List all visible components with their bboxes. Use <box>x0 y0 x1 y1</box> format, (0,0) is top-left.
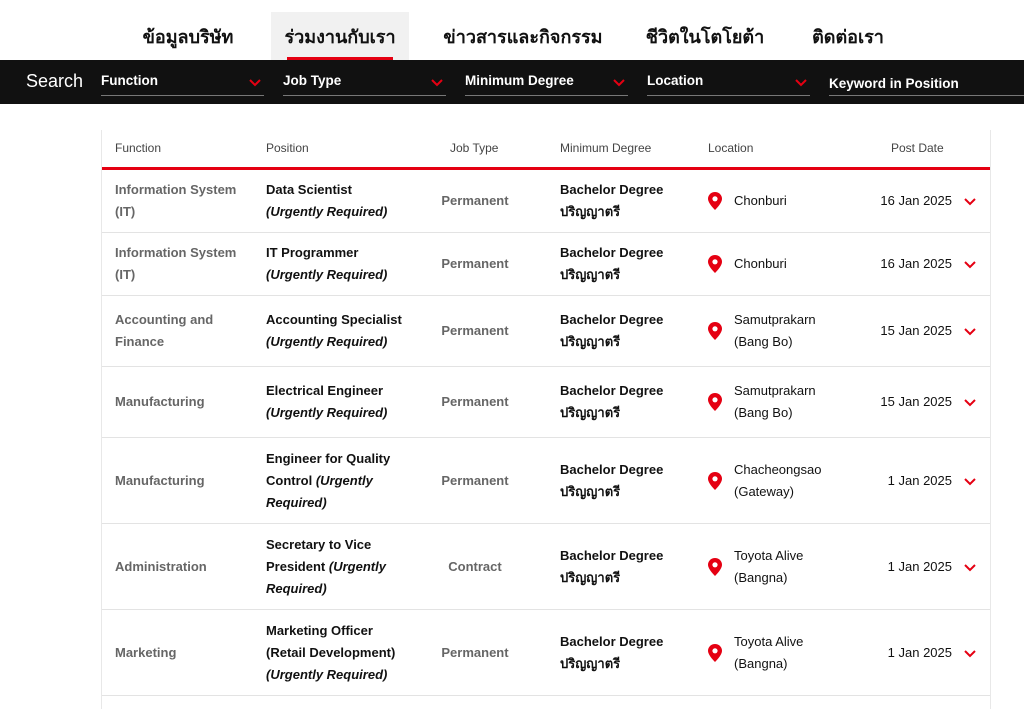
nav-tab-news-events[interactable]: ข่าวสารและกิจกรรม <box>443 26 603 48</box>
row-degree-en: Bachelor Degree <box>560 383 664 398</box>
row-degree-th: ปริญญาตรี <box>560 483 621 499</box>
keyword-search-input[interactable] <box>829 72 1024 96</box>
search-label: Search <box>26 71 84 91</box>
row-position <box>266 242 416 286</box>
row-location-text: Chacheongsao (Gateway) <box>734 461 822 499</box>
row-degree-th: ปริญญาตรี <box>560 334 621 349</box>
nav-tab-life-at-toyota[interactable]: ชีวิตในโตโยต้า <box>645 26 765 48</box>
row-urgent-note: (Urgently Required) <box>266 334 388 349</box>
row-function: Information System (IT) <box>115 245 237 282</box>
row-job-type: Contract <box>448 558 502 574</box>
row-degree <box>560 179 690 223</box>
row-degree-en: Bachelor Degree <box>560 245 664 260</box>
location-pin-icon <box>708 472 722 490</box>
row-post-date: 1 Jan 2025 <box>887 472 952 488</box>
nav-tab-contact[interactable]: ติดต่อเรา <box>812 26 884 48</box>
row-post-date: 16 Jan 2025 <box>880 193 952 208</box>
row-location-text: Chonburi <box>734 193 787 208</box>
row-function: Accounting and Finance <box>115 312 214 349</box>
row-position <box>266 380 416 424</box>
row-post-date: 15 Jan 2025 <box>880 323 952 338</box>
job-type-filter-dropdown[interactable] <box>283 72 446 96</box>
chevron-down-icon <box>794 75 808 89</box>
chevron-down-icon[interactable] <box>963 646 977 660</box>
chevron-down-icon <box>612 75 626 89</box>
main-nav <box>0 0 1024 60</box>
row-urgent-note: (Urgently Required) <box>266 472 373 510</box>
row-job-type: Permanent <box>441 472 509 488</box>
row-position-title: Engineer for Quality Control <box>266 450 391 488</box>
job-list <box>102 170 990 709</box>
row-post-date: 1 Jan 2025 <box>887 558 952 574</box>
nav-tab-careers[interactable]: ร่วมงานกับเรา <box>271 12 409 60</box>
table-row[interactable] <box>102 524 990 610</box>
header-position: Position <box>266 141 309 155</box>
row-function: Manufacturing <box>115 472 205 488</box>
row-degree-en: Bachelor Degree <box>560 182 664 197</box>
table-row[interactable] <box>102 696 990 709</box>
row-location <box>708 253 858 275</box>
row-location-text: Samutprakarn (Bang Bo) <box>734 312 816 349</box>
row-position-title: Data Scientist <box>266 182 352 197</box>
row-position-title: Accounting Specialist <box>266 312 402 327</box>
row-position <box>266 620 402 686</box>
row-location-text: Samutprakarn (Bang Bo) <box>734 383 816 420</box>
chevron-down-icon <box>430 75 444 89</box>
table-header <box>102 130 990 170</box>
row-position <box>266 309 416 353</box>
header-post-date: Post Date <box>891 141 944 155</box>
table-row[interactable] <box>102 233 990 296</box>
header-location: Location <box>708 141 754 155</box>
row-degree <box>560 459 690 503</box>
row-degree <box>560 309 690 353</box>
function-filter-dropdown[interactable] <box>101 72 264 96</box>
table-row[interactable] <box>102 367 990 438</box>
row-function: Information System (IT) <box>115 182 237 219</box>
row-location <box>708 631 858 675</box>
chevron-down-icon <box>248 75 262 89</box>
location-pin-icon <box>708 192 722 210</box>
header-degree: Minimum Degree <box>560 141 652 155</box>
header-function: Function <box>115 141 162 155</box>
row-position-title: Secretary to Vice President <box>266 536 372 574</box>
row-post-date: 1 Jan 2025 <box>887 644 952 660</box>
location-pin-icon <box>708 393 722 411</box>
table-row[interactable] <box>102 610 990 696</box>
location-pin-icon <box>708 644 722 662</box>
row-degree-en: Bachelor Degree <box>560 633 664 649</box>
row-job-type: Permanent <box>441 256 509 271</box>
row-location-text: Chonburi <box>734 256 787 271</box>
row-degree <box>560 242 690 286</box>
row-degree-th: ปริญญาตรี <box>560 655 621 671</box>
row-urgent-note: (Urgently Required) <box>266 267 388 282</box>
row-urgent-note: (Urgently Required) <box>266 405 388 420</box>
jobs-table <box>101 130 991 709</box>
header-job-type: Job Type <box>450 141 499 155</box>
row-degree-th: ปริญญาตรี <box>560 267 621 282</box>
row-degree-th: ปริญญาตรี <box>560 204 621 219</box>
row-urgent-note: (Urgently Required) <box>266 558 386 596</box>
chevron-down-icon[interactable] <box>963 560 977 574</box>
search-bar <box>0 60 1024 104</box>
row-degree-th: ปริญญาตรี <box>560 405 621 420</box>
row-function: Marketing <box>115 644 177 660</box>
row-degree-th: ปริญญาตรี <box>560 569 621 585</box>
row-location <box>708 309 858 353</box>
row-post-date: 15 Jan 2025 <box>880 394 952 409</box>
row-position <box>266 179 416 223</box>
row-position-title: Marketing Officer (Retail Development) <box>266 622 396 660</box>
chevron-down-icon[interactable] <box>963 395 977 409</box>
location-pin-icon <box>708 255 722 273</box>
chevron-down-icon[interactable] <box>963 194 977 208</box>
chevron-down-icon[interactable] <box>963 474 977 488</box>
row-degree-en: Bachelor Degree <box>560 312 664 327</box>
row-position-title: IT Programmer <box>266 245 359 260</box>
row-post-date: 16 Jan 2025 <box>880 256 952 271</box>
nav-tab-company-info[interactable]: ข้อมูลบริษัท <box>142 26 234 48</box>
degree-filter-label: Minimum Degree <box>465 73 574 88</box>
row-degree-en: Bachelor Degree <box>560 461 664 477</box>
location-filter-dropdown[interactable] <box>647 72 810 96</box>
row-urgent-note: (Urgently Required) <box>266 204 388 219</box>
row-position <box>266 448 416 514</box>
chevron-down-icon[interactable] <box>963 324 977 338</box>
row-degree <box>560 380 690 424</box>
location-filter-label: Location <box>647 73 704 88</box>
row-location <box>708 380 858 424</box>
location-pin-icon <box>708 322 722 340</box>
location-pin-icon <box>708 558 722 576</box>
row-job-type: Permanent <box>441 394 509 409</box>
row-job-type: Permanent <box>441 644 509 660</box>
job-type-filter-label: Job Type <box>283 73 342 88</box>
row-urgent-note: (Urgently Required) <box>266 666 388 682</box>
table-row[interactable] <box>102 296 990 367</box>
row-position-title: Electrical Engineer <box>266 383 384 398</box>
chevron-down-icon[interactable] <box>963 257 977 271</box>
degree-filter-dropdown[interactable] <box>465 72 628 96</box>
row-location-text: Toyota Alive (Bangna) <box>734 547 804 585</box>
row-function: Manufacturing <box>115 394 205 409</box>
row-location <box>708 545 858 589</box>
row-job-type: Permanent <box>441 323 509 338</box>
function-filter-label: Function <box>101 73 158 88</box>
table-row[interactable] <box>102 438 990 524</box>
row-location-text: Toyota Alive (Bangna) <box>734 633 804 671</box>
row-function: Administration <box>115 558 207 574</box>
row-location <box>708 459 858 503</box>
row-degree-en: Bachelor Degree <box>560 547 664 563</box>
row-location <box>708 190 858 212</box>
row-degree <box>560 545 690 589</box>
row-position <box>266 534 386 600</box>
table-row[interactable] <box>102 170 990 233</box>
row-degree <box>560 631 690 675</box>
row-job-type: Permanent <box>441 193 509 208</box>
